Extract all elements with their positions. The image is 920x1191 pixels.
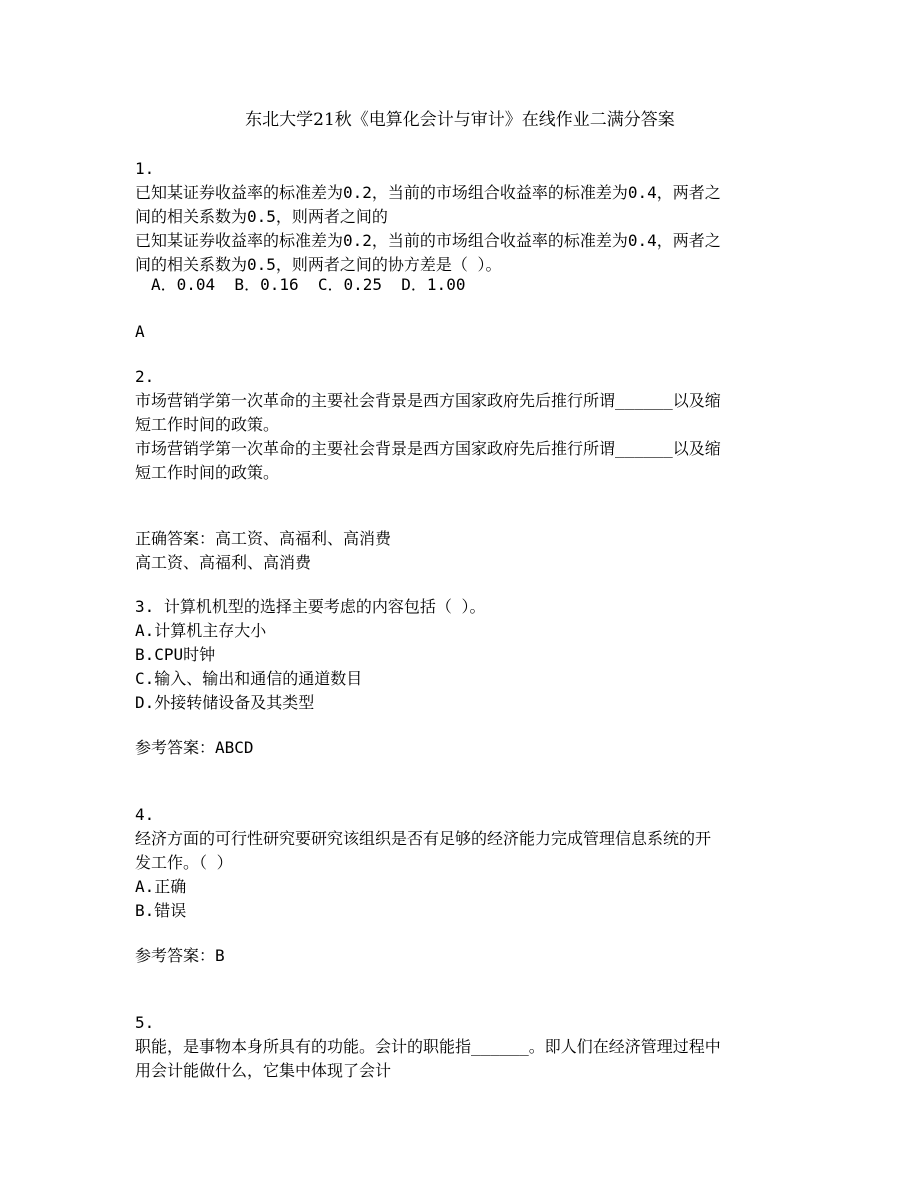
question-1-prompt-line-1: 已知某证券收益率的标准差为0.2，当前的市场组合收益率的标准差为0.4，两者之 (135, 183, 721, 202)
question-2-detail-line-1: 市场营销学第一次革命的主要社会背景是西方国家政府先后推行所谓______以及缩 (135, 439, 721, 458)
question-1-detail-line-1: 已知某证券收益率的标准差为0.2，当前的市场组合收益率的标准差为0.4，两者之 (135, 231, 721, 250)
question-5-prompt-line-1: 职能，是事物本身所具有的功能。会计的职能指______。即人们在经济管理过程中 (135, 1037, 721, 1056)
question-2-number: 2. (135, 367, 155, 386)
question-3-answer-label: 参考答案：ABCD (135, 738, 254, 757)
question-1-detail-line-2: 间的相关系数为0.5，则两者之间的协方差是（ ）。 (135, 255, 502, 274)
question-2-answer-detail: 高工资、高福利、高消费 (135, 553, 312, 572)
question-5-number: 5. (135, 1013, 155, 1032)
question-4-prompt-line-1: 经济方面的可行性研究要研究该组织是否有足够的经济能力完成管理信息系统的开 (135, 829, 712, 848)
question-5-prompt-line-2: 用会计能做什么，它集中体现了会计 (135, 1061, 392, 1080)
question-2-answer-label: 正确答案：高工资、高福利、高消费 (135, 529, 392, 548)
question-4-prompt-line-2: 发工作。（ ） (135, 853, 233, 872)
question-3-heading: 3. 计算机机型的选择主要考虑的内容包括（ ）。 (135, 597, 486, 616)
question-2-prompt-line-1: 市场营销学第一次革命的主要社会背景是西方国家政府先后推行所谓______以及缩 (135, 391, 721, 410)
question-4-number: 4. (135, 805, 155, 824)
question-4-option-a: A.正确 (135, 877, 187, 896)
question-3-option-b: B.CPU时钟 (135, 645, 216, 664)
question-1-prompt-line-2: 间的相关系数为0.5，则两者之间的 (135, 207, 388, 226)
question-1-answer: A (135, 322, 145, 341)
question-2-prompt-line-2: 短工作时间的政策。 (135, 415, 280, 434)
question-3-option-d: D.外接转储设备及其类型 (135, 693, 315, 712)
question-1-number: 1. (135, 159, 155, 178)
question-2-detail-line-2: 短工作时间的政策。 (135, 463, 280, 482)
question-4-answer-label: 参考答案：B (135, 946, 225, 965)
question-3-option-c: C.输入、输出和通信的通道数目 (135, 669, 363, 688)
question-3-option-a: A.计算机主存大小 (135, 621, 267, 640)
document-title: 东北大学21秋《电算化会计与审计》在线作业二满分答案 (245, 110, 675, 130)
question-4-option-b: B.错误 (135, 901, 187, 920)
question-1-options: A．0.04 B．0.16 C．0.25 D．1.00 (151, 275, 466, 294)
